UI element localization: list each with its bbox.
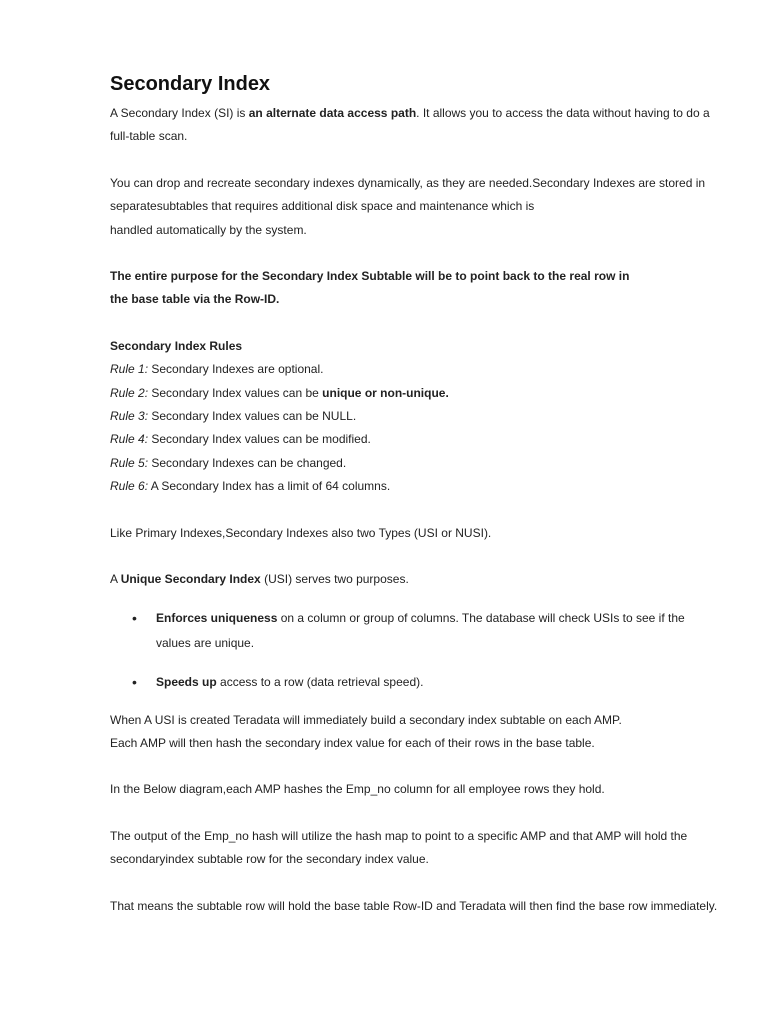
rule-item <box>110 382 720 405</box>
rule-text: Secondary Index values can be <box>148 385 323 400</box>
usi-intro-paragraph <box>110 568 720 591</box>
rule-bold-text: unique or non-unique. <box>322 385 449 400</box>
hash-output-paragraph: The output of the Emp_no hash will utilize the hash map to point to a specific AMP and that AMP will hold the secondaryindex subtable row for the secondary index value. <box>110 828 688 867</box>
intro-bold: an alternate data access path <box>248 106 417 120</box>
rules-list <box>110 358 720 498</box>
rule-label: Rule 6: <box>110 479 149 494</box>
intro-paragraph <box>110 102 720 149</box>
rule-item <box>110 358 720 381</box>
rule-text: A Secondary Index has a limit of 64 columns. <box>148 479 391 494</box>
bullet-text: access to a row (data retrieval speed). <box>216 674 424 689</box>
purpose-line-1: The entire purpose for the Secondary Index Subtable will be to point back to the real row in <box>110 269 630 284</box>
dynamic-indexes-line-2: handled automatically by the system. <box>110 222 307 237</box>
bullet-text: on a column or group of columns. The database will check USIs to see if the values are unique. <box>156 610 685 650</box>
usi-text-2: (USI) serves two purposes. <box>260 572 409 587</box>
rule-text: Secondary Indexes can be changed. <box>148 455 347 470</box>
intro-text-1: A Secondary Index (SI) is <box>110 106 249 120</box>
bullet-bold: Speeds up <box>156 674 217 689</box>
rule-text: Secondary Index values can be NULL. <box>148 409 357 424</box>
usi-creation-line-1: When A USI is created Teradata will immediately build a secondary index subtable on each AMP. <box>110 712 622 727</box>
rule-label: Rule 5: <box>110 455 149 470</box>
usi-purposes-list <box>110 606 720 695</box>
rule-label: Rule 3: <box>110 409 149 424</box>
rule-label: Rule 1: <box>110 362 149 377</box>
index-types-paragraph: Like Primary Indexes,Secondary Indexes also two Types (USI or NUSI). <box>110 525 492 540</box>
rule-item <box>110 452 720 475</box>
purpose-line-2: the base table via the Row-ID. <box>110 292 280 307</box>
rule-item <box>110 405 720 428</box>
rule-text: Secondary Indexes are optional. <box>148 362 324 377</box>
rule-label: Rule 2: <box>110 385 149 400</box>
purpose-paragraph <box>110 265 720 312</box>
page-title: Secondary Index <box>110 73 271 95</box>
dynamic-indexes-line-1: You can drop and recreate secondary indexes dynamically, as they are needed.Secondary Indexes are stored in separatesubtables that requires additional disk space and maintenance which is <box>110 175 706 214</box>
rule-item <box>110 475 720 498</box>
usi-bold: Unique Secondary Index <box>120 572 261 587</box>
rule-text: Secondary Index values can be modified. <box>148 432 371 447</box>
dynamic-indexes-paragraph <box>110 172 720 242</box>
diagram-note-paragraph: In the Below diagram,each AMP hashes the Emp_no column for all employee rows they hold. <box>110 782 605 797</box>
list-item <box>110 606 720 656</box>
rules-heading: Secondary Index Rules <box>110 338 243 353</box>
usi-creation-paragraph <box>110 709 720 756</box>
usi-text-1: A <box>110 572 121 587</box>
rule-item <box>110 428 720 451</box>
intro-text-2: . It allows you to access the data without having to do a full-table scan. <box>110 106 710 144</box>
usi-creation-line-2: Each AMP will then hash the secondary index value for each of their rows in the base table. <box>110 735 595 750</box>
rule-label: Rule 4: <box>110 432 149 447</box>
bullet-bold: Enforces uniqueness <box>156 610 278 625</box>
list-item <box>110 670 720 695</box>
subtable-row-paragraph: That means the subtable row will hold the base table Row-ID and Teradata will then find the base row immediately. <box>110 898 718 913</box>
document-page <box>110 70 720 918</box>
